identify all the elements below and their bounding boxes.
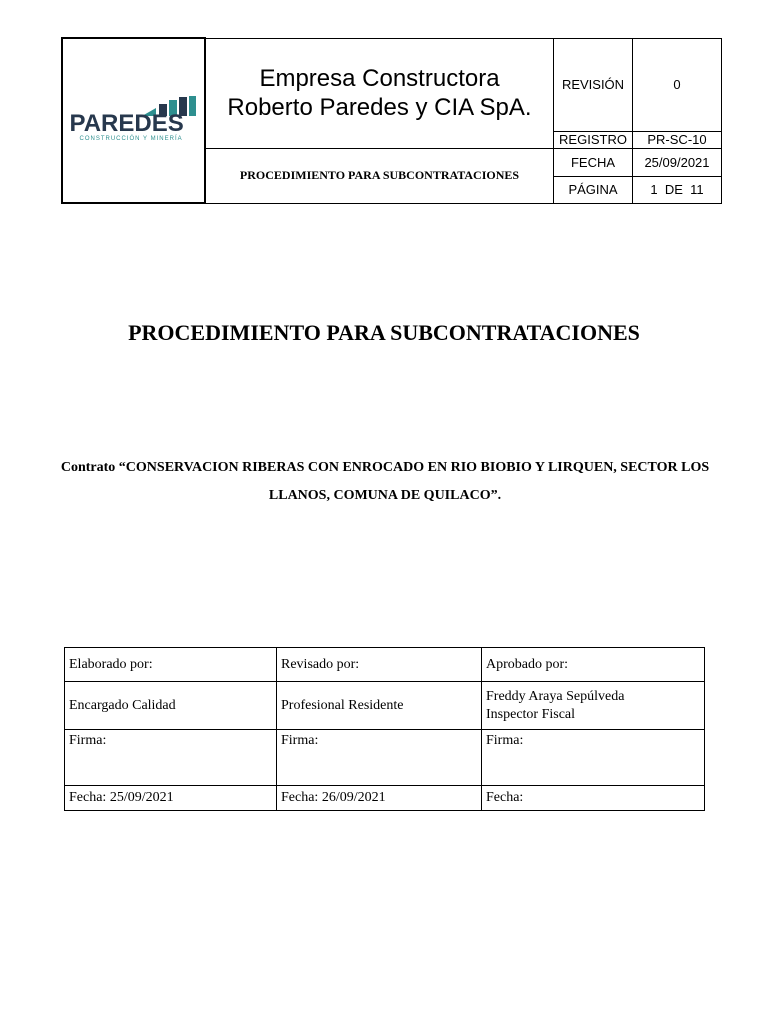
logo-tagline: CONSTRUCCIÓN Y MINERÍA [79, 135, 183, 142]
revisado-fecha: Fecha: 26/09/2021 [277, 786, 482, 811]
logo-text: PAREDES [69, 109, 184, 137]
elaborado-name: Encargado Calidad [65, 682, 277, 730]
aprobado-firma: Firma: [482, 730, 705, 786]
elaborado-fecha: Fecha: 25/09/2021 [65, 786, 277, 811]
pagina-label: PÁGINA [554, 176, 633, 203]
company-line-1: Empresa Constructora [259, 65, 500, 92]
elaborado-firma: Firma: [65, 730, 277, 786]
pagina-value: 1 DE 11 [633, 176, 722, 203]
aprobado-name [482, 682, 705, 730]
page-title: PROCEDIMIENTO PARA SUBCONTRATACIONES [128, 320, 640, 345]
contract-line-2: LLANOS, COMUNA DE QUILACO”. [268, 488, 502, 503]
signature-table [64, 647, 705, 811]
elaborado-label: Elaborado por: [65, 648, 277, 682]
fecha-label: FECHA [554, 148, 633, 176]
logo-cell [62, 38, 205, 203]
contract-description [60, 454, 710, 510]
company-logo [70, 96, 198, 146]
revision-value: 0 [633, 38, 722, 131]
revisado-label: Revisado por: [277, 648, 482, 682]
aprobado-label: Aprobado por: [482, 648, 705, 682]
aprobado-name-line-1: Freddy Araya Sepúlveda [486, 688, 625, 704]
document-header [61, 37, 722, 204]
header-subtitle: PROCEDIMIENTO PARA SUBCONTRATACIONES [205, 148, 554, 203]
registro-label: REGISTRO [554, 131, 633, 148]
aprobado-fecha: Fecha: [482, 786, 705, 811]
revisado-firma: Firma: [277, 730, 482, 786]
company-line-2: Roberto Paredes y CIA SpA. [227, 94, 532, 121]
revision-label: REVISIÓN [554, 38, 633, 131]
fecha-value: 25/09/2021 [633, 148, 722, 176]
revisado-name: Profesional Residente [277, 682, 482, 730]
registro-value: PR-SC-10 [633, 131, 722, 148]
company-name [205, 38, 554, 148]
aprobado-name-line-2: Inspector Fiscal [486, 706, 576, 722]
contract-line-1: Contrato “CONSERVACION RIBERAS CON ENROCADO EN RIO BIOBIO Y LIRQUEN, SECTOR LOS [60, 460, 710, 475]
